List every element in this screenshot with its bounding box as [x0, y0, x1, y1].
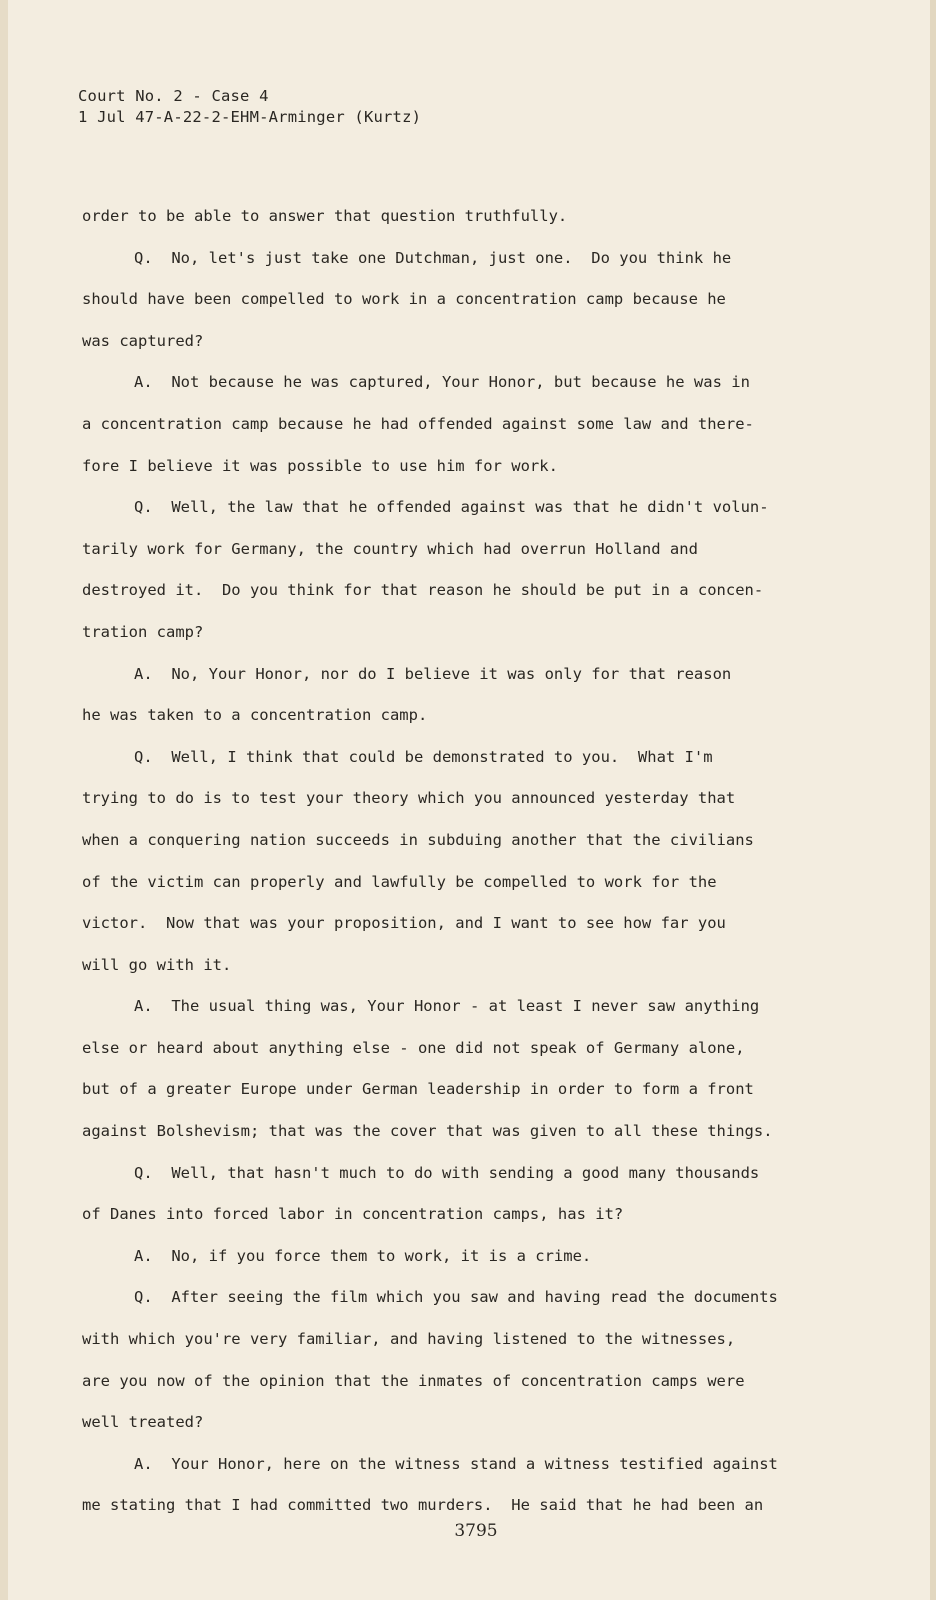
transcript-line: when a conquering nation succeeds in subduing another that the civilians [82, 830, 754, 849]
transcript-line: A. No, if you force them to work, it is a crime. [134, 1246, 592, 1265]
transcript-line: against Bolshevism; that was the cover that was given to all these things. [82, 1122, 773, 1141]
court-case-line: Court No. 2 - Case 4 [78, 87, 269, 105]
transcript-line: victor. Now that was your proposition, and I want to see how far you [82, 914, 726, 933]
transcript-line: but of a greater Europe under German leadership in order to form a front [82, 1080, 754, 1099]
transcript-line: A. The usual thing was, Your Honor - at least I never saw anything [134, 997, 760, 1016]
transcript-line: fore I believe it was possible to use him for work. [82, 456, 558, 475]
transcript-line: Q. Well, the law that he offended against was that he didn't volun- [134, 498, 769, 517]
transcript-line: A. No, Your Honor, nor do I believe it was only for that reason [134, 664, 732, 683]
transcript-line: else or heard about anything else - one did not speak of Germany alone, [82, 1038, 745, 1057]
transcript-line: of Danes into forced labor in concentration camps, has it? [82, 1205, 624, 1224]
transcript-body [82, 196, 882, 1527]
page-number: 3795 [454, 1521, 498, 1541]
transcript-line: order to be able to answer that question truthfully. [82, 207, 568, 225]
transcript-line: trying to do is to test your theory which you announced yesterday that [82, 789, 736, 808]
transcript-line: me stating that I had committed two murders. He said that he had been an [82, 1496, 764, 1515]
transcript-line: tration camp? [82, 622, 204, 641]
session-reference-line: 1 Jul 47-A-22-2-EHM-Arminger (Kurtz) [78, 108, 422, 126]
transcript-line: will go with it. [82, 955, 232, 974]
page-header [78, 86, 421, 128]
transcript-line: Q. Well, that hasn't much to do with sending a good many thousands [134, 1163, 760, 1182]
transcript-line: Q. No, let's just take one Dutchman, just one. Do you think he [134, 248, 732, 267]
transcript-line: he was taken to a concentration camp. [82, 706, 428, 725]
transcript-line: a concentration camp because he had offended against some law and there- [82, 414, 754, 433]
transcript-line: was captured? [82, 331, 204, 350]
transcript-line: are you now of the opinion that the inmates of concentration camps were [82, 1371, 745, 1390]
transcript-line: well treated? [82, 1413, 204, 1432]
transcript-line: should have been compelled to work in a concentration camp because he [82, 290, 726, 309]
transcript-line: of the victim can properly and lawfully be compelled to work for the [82, 872, 717, 891]
transcript-line: with which you're very familiar, and having listened to the witnesses, [82, 1330, 736, 1349]
transcript-line: Q. Well, I think that could be demonstrated to you. What I'm [134, 747, 713, 766]
transcript-line: A. Not because he was captured, Your Honor, but because he was in [134, 373, 750, 392]
transcript-line: destroyed it. Do you think for that reason he should be put in a concen- [82, 581, 764, 600]
transcript-line: Q. After seeing the film which you saw and having read the documents [134, 1288, 778, 1307]
transcript-line: A. Your Honor, here on the witness stand a witness testified against [134, 1454, 778, 1473]
transcript-line: tarily work for Germany, the country which had overrun Holland and [82, 539, 698, 558]
